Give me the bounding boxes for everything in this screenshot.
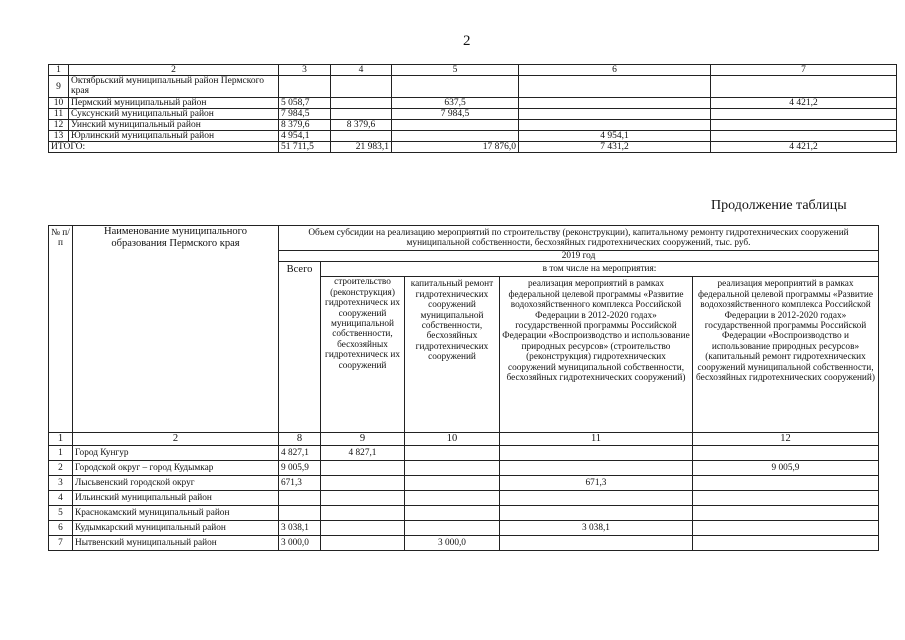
cell-col-5: 7 984,5 (392, 109, 519, 120)
cell-col-9 (321, 476, 405, 491)
subsidy-table-part-2 (48, 225, 879, 551)
cell-col-10 (405, 491, 500, 506)
cell-col-6: 4 954,1 (519, 131, 711, 142)
cell-col-12 (693, 521, 879, 536)
col-number-2: 2 (69, 65, 279, 76)
cell-col-11 (500, 446, 693, 461)
col-header-including: в том числе на мероприятия: (321, 262, 879, 277)
table-continuation-caption: Продолжение таблицы (711, 198, 847, 213)
cell-col-10 (405, 521, 500, 536)
col-number-label: 8 (279, 433, 321, 446)
cell-col-3 (279, 76, 331, 98)
municipality-name: Краснокамский муниципальный район (73, 506, 279, 521)
table-row (49, 491, 879, 506)
cell-col-11: 671,3 (500, 476, 693, 491)
table-row (49, 120, 897, 131)
municipality-name: Октябрьский муниципальный район Пермского края (69, 76, 279, 98)
cell-col-9: 4 827,1 (321, 446, 405, 461)
row-number: 2 (49, 461, 73, 476)
table-row (49, 446, 879, 461)
column-numbers-row (49, 433, 879, 446)
cell-col-7: 4 421,2 (711, 98, 897, 109)
col-header-12: реализация мероприятий в рамках федеральной целевой программы «Развитие водохозяйственного комплекса Российской Федерации в 2012-2020 годах» государственной программы Российской Федерации «Воспроизводство и использование природных ресурсов» (капитальный ремонт гидротехнических сооружений муниципальной собственности, бесхозяйных гидротехнических сооружений) (693, 277, 879, 433)
row-number: 13 (49, 131, 69, 142)
row-number: 11 (49, 109, 69, 120)
cell-col-10 (405, 506, 500, 521)
col-header-name: Наименование муниципального образования Пермского края (73, 226, 279, 433)
col-number-7: 7 (711, 65, 897, 76)
cell-col-9 (321, 521, 405, 536)
cell-col-12 (693, 491, 879, 506)
col-header-9: строительство (реконструкция) гидротехническ их сооружений муниципальной собственности, бесхозяйных гидротехническ их сооружений (321, 277, 405, 433)
cell-col-11 (500, 506, 693, 521)
cell-total: 4 827,1 (279, 446, 321, 461)
row-number: 4 (49, 491, 73, 506)
cell-col-4: 8 379,6 (331, 120, 392, 131)
total-col-5: 17 876,0 (392, 142, 519, 153)
municipality-name: Город Кунгур (73, 446, 279, 461)
table-header-row (49, 65, 897, 76)
cell-col-6 (519, 76, 711, 98)
table-row (49, 476, 879, 491)
cell-col-9 (321, 536, 405, 551)
cell-col-11 (500, 491, 693, 506)
col-header-11: реализация мероприятий в рамках федеральной целевой программы «Развитие водохозяйственного комплекса Российской Федерации в 2012-2020 годах» государственной программы Российской Федерации «Воспроизводство и использование природных ресурсов» (строительство (реконструкция) гидротехнических сооружений муниципальной собственности, бесхозяйных гидротехнических сооружений) (500, 277, 693, 433)
cell-col-4 (331, 109, 392, 120)
cell-col-9 (321, 461, 405, 476)
cell-col-7 (711, 120, 897, 131)
cell-total: 671,3 (279, 476, 321, 491)
col-header-year: 2019 год (279, 251, 879, 262)
row-number: 10 (49, 98, 69, 109)
total-row (49, 142, 897, 153)
municipality-name: Ильинский муниципальный район (73, 491, 279, 506)
cell-col-5 (392, 120, 519, 131)
cell-col-3: 5 058,7 (279, 98, 331, 109)
col-header-total: Всего (279, 262, 321, 433)
row-number: 12 (49, 120, 69, 131)
row-number: 7 (49, 536, 73, 551)
table-row (49, 76, 897, 98)
municipality-name: Кудымкарский муниципальный район (73, 521, 279, 536)
municipality-name: Городской округ – город Кудымкар (73, 461, 279, 476)
cell-col-10: 3 000,0 (405, 536, 500, 551)
cell-col-7 (711, 131, 897, 142)
col-number-label: 11 (500, 433, 693, 446)
municipality-name: Лысьвенский городской округ (73, 476, 279, 491)
cell-col-4 (331, 76, 392, 98)
cell-col-3: 4 954,1 (279, 131, 331, 142)
page-number: 2 (463, 33, 471, 49)
table-row (49, 521, 879, 536)
total-label: ИТОГО: (49, 142, 279, 153)
cell-col-3: 7 984,5 (279, 109, 331, 120)
cell-col-12 (693, 446, 879, 461)
cell-col-6 (519, 98, 711, 109)
municipality-name: Суксунский муниципальный район (69, 109, 279, 120)
cell-total: 3 038,1 (279, 521, 321, 536)
cell-col-12: 9 005,9 (693, 461, 879, 476)
col-number-6: 6 (519, 65, 711, 76)
table-row (49, 506, 879, 521)
municipality-name: Пермский муниципальный район (69, 98, 279, 109)
municipality-name: Юрлинский муниципальный район (69, 131, 279, 142)
cell-col-11: 3 038,1 (500, 521, 693, 536)
col-number-label: 1 (49, 433, 73, 446)
row-number: 3 (49, 476, 73, 491)
table-row (49, 109, 897, 120)
cell-col-5 (392, 76, 519, 98)
cell-col-5: 637,5 (392, 98, 519, 109)
cell-col-4 (331, 131, 392, 142)
cell-col-12 (693, 476, 879, 491)
cell-col-10 (405, 476, 500, 491)
cell-total (279, 506, 321, 521)
total-col-6: 7 431,2 (519, 142, 711, 153)
total-col-7: 4 421,2 (711, 142, 897, 153)
cell-col-6 (519, 120, 711, 131)
row-number: 5 (49, 506, 73, 521)
col-number-4: 4 (331, 65, 392, 76)
col-header-subsidy-volume: Объем субсидии на реализацию мероприятий по строительству (реконструкции), капитальному ремонту гидротехнических сооружений муниципальной собственности, бесхозяйных гидротехнических сооружений, тыс. руб. (279, 226, 879, 251)
col-number-label: 2 (73, 433, 279, 446)
cell-col-10 (405, 461, 500, 476)
cell-col-11 (500, 536, 693, 551)
cell-col-9 (321, 506, 405, 521)
cell-total (279, 491, 321, 506)
col-number-label: 9 (321, 433, 405, 446)
cell-col-6 (519, 109, 711, 120)
cell-total: 9 005,9 (279, 461, 321, 476)
cell-col-12 (693, 506, 879, 521)
col-header-10: капитальный ремонт гидротехнических сооружений муниципальной собственности, бесхозяйных гидротехнических сооружений (405, 277, 500, 433)
cell-col-3: 8 379,6 (279, 120, 331, 131)
col-number-label: 12 (693, 433, 879, 446)
total-col-4: 21 983,1 (331, 142, 392, 153)
col-number-3: 3 (279, 65, 331, 76)
cell-col-4 (331, 98, 392, 109)
cell-col-12 (693, 536, 879, 551)
col-number-label: 10 (405, 433, 500, 446)
table-row (49, 98, 897, 109)
col-number-1: 1 (49, 65, 69, 76)
municipality-name: Нытвенский муниципальный район (73, 536, 279, 551)
subsidy-table-part-1 (48, 64, 897, 153)
col-header-number: № п/п (49, 226, 73, 433)
cell-col-10 (405, 446, 500, 461)
col-number-5: 5 (392, 65, 519, 76)
table-row (49, 131, 897, 142)
total-col-3: 51 711,5 (279, 142, 331, 153)
cell-col-5 (392, 131, 519, 142)
cell-col-7 (711, 76, 897, 98)
municipality-name: Уинский муниципальный район (69, 120, 279, 131)
cell-col-7 (711, 109, 897, 120)
cell-col-9 (321, 491, 405, 506)
row-number: 9 (49, 76, 69, 98)
row-number: 6 (49, 521, 73, 536)
table-row (49, 536, 879, 551)
table-row (49, 461, 879, 476)
cell-col-11 (500, 461, 693, 476)
row-number: 1 (49, 446, 73, 461)
cell-total: 3 000,0 (279, 536, 321, 551)
